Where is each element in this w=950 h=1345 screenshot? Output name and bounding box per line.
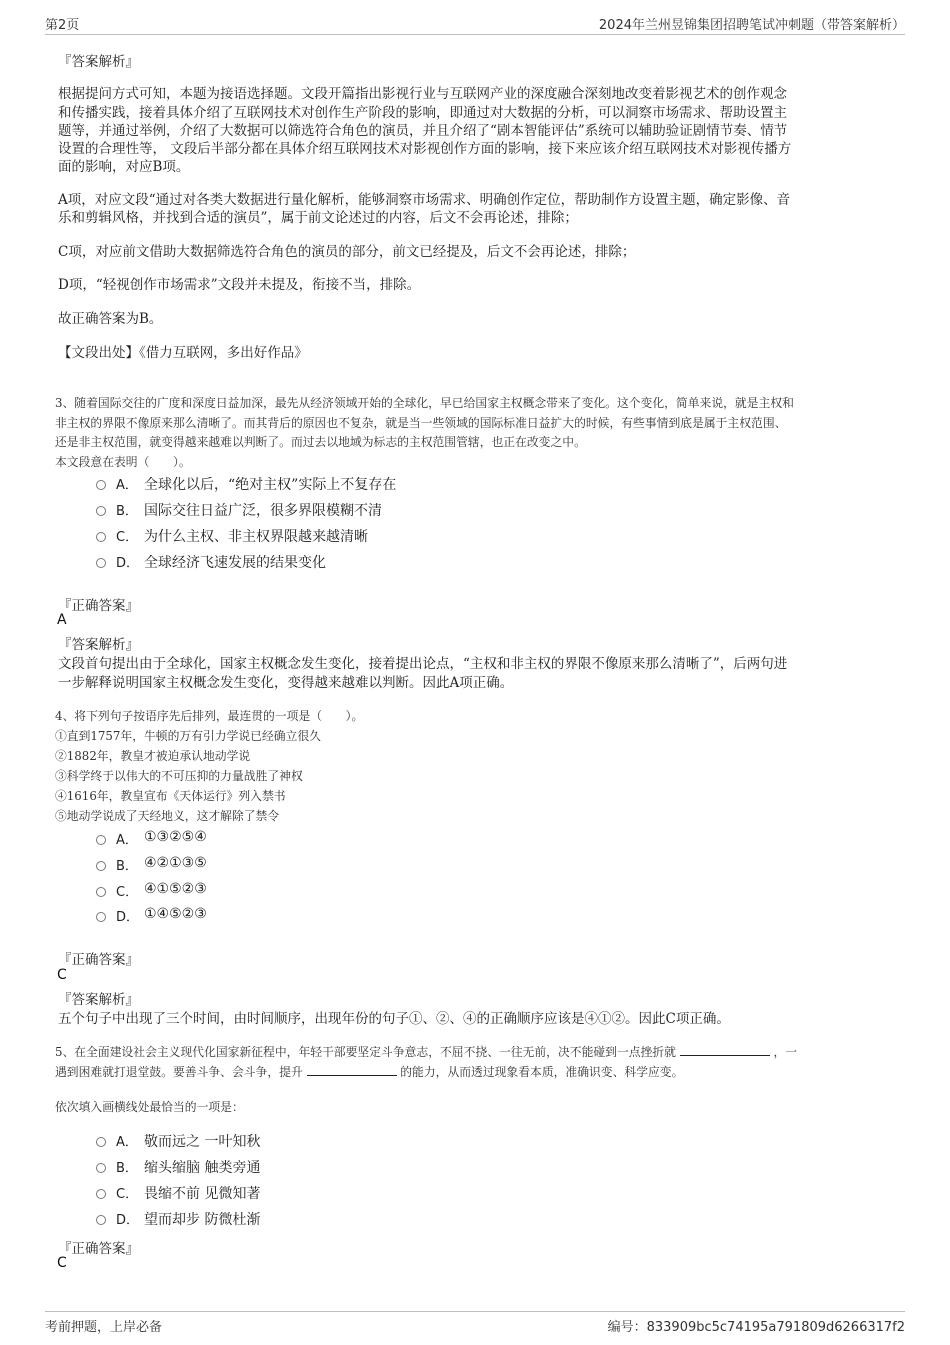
q2-conclusion: 故正确答案为B。 — [58, 311, 163, 327]
option-text: ④②①③⑤ — [144, 855, 207, 871]
footer-slogan: 考前押题，上岸必备 — [45, 1320, 163, 1335]
document-title: 2024年兰州昱锦集团招聘笔试冲刺题（带答案解析） — [598, 18, 905, 33]
radio-button[interactable] — [96, 480, 106, 490]
q4-sentence: ③科学终于以伟大的不可压抑的力量战胜了神权 — [55, 769, 303, 783]
q3-analysis-line: 一步解释说明国家主权概念发生变化，变得越来越难以判断。因此A项正确。 — [58, 675, 514, 691]
q4-sentence: ⑤地动学说成了天经地义，这才解除了禁令 — [55, 809, 280, 823]
option-text: ④①⑤②③ — [144, 881, 207, 897]
q4-analysis: 五个句子中出现了三个时间，由时间顺序，出现年份的句子①、②、④的正确顺序应该是④①②。因此C项正确。 — [58, 1011, 730, 1027]
q4-sentence: ②1882年，教皇才被迫承认地动学说 — [55, 749, 251, 763]
option-letter: D． — [116, 1213, 140, 1228]
q2-option-d-analysis: D项，“轻视创作市场需求”文段并未提及，衔接不当，排除。 — [58, 277, 421, 293]
option-letter: B． — [116, 859, 138, 874]
q2-analysis-line: 设置的合理性等， 文段后半部分都在具体介绍互联网技术对影视创作方面的影响，接下来应该介绍互联网技术对影视传播方 — [58, 141, 792, 157]
option-text: 畏缩不前 见微知著 — [144, 1186, 261, 1202]
option-letter: A． — [116, 478, 138, 493]
q5-stem-text: ，一 — [773, 1045, 798, 1059]
option-letter: A． — [116, 1135, 138, 1150]
q4-analysis-title: 『答案解析』 — [58, 992, 139, 1008]
option-text: 国际交往日益广泛，很多界限模糊不清 — [144, 503, 382, 519]
radio-button[interactable] — [96, 1163, 106, 1173]
radio-button[interactable] — [96, 835, 106, 845]
option-text: 敬而远之 一叶知秋 — [144, 1134, 261, 1150]
q2-analysis-line: 题等，并通过举例，介绍了大数据可以筛选符合角色的演员，并且介绍了“剧本智能评估”系统可以辅助验证剧情节奏、情节 — [58, 123, 788, 139]
q5-correct-title: 『正确答案』 — [58, 1241, 139, 1257]
radio-button[interactable] — [96, 887, 106, 897]
option-letter: D． — [116, 556, 140, 571]
page-header — [45, 14, 905, 35]
option-letter: B． — [116, 504, 138, 519]
q2-option-a-analysis: 乐和剪辑风格，并找到合适的演员”，属于前文论述过的内容，后文不会再论述，排除； — [58, 210, 578, 226]
q2-option-c-analysis: C项，对应前文借助大数据筛选符合角色的演员的部分，前文已经提及，后文不会再论述，排除； — [58, 244, 636, 260]
radio-button[interactable] — [96, 506, 106, 516]
document-id: 编号：833909bc5c74195a791809d6266317f2 — [607, 1320, 905, 1335]
option-letter: D． — [116, 910, 140, 925]
q5-prompt: 依次填入画横线处最恰当的一项是： — [55, 1100, 244, 1114]
page-number: 第2页 — [45, 18, 80, 33]
option-letter: C． — [116, 885, 139, 900]
q3-correct-answer: A — [57, 612, 67, 628]
option-letter: B． — [116, 1161, 138, 1176]
option-letter: A． — [116, 833, 138, 848]
q4-stem: 4、将下列句子按语序先后排列，最连贯的一项是（ ）。 — [55, 709, 364, 723]
q3-question: 本文段意在表明（ ）。 — [55, 455, 191, 469]
q3-stem-line: 还是非主权范围，就变得越来越难以判断了。而过去以地域为标志的主权范围管辖，也正在改变之中。 — [55, 435, 586, 449]
q5-stem-text: 5、在全面建设社会主义现代化国家新征程中，年轻干部要坚定斗争意志，不屈不挠、一往无前，决不能碰到一点挫折就 — [55, 1045, 676, 1059]
q2-analysis-line: 面的影响，对应B项。 — [58, 159, 190, 175]
fill-blank — [307, 1063, 397, 1076]
q2-source: 【文段出处】《借力互联网，多出好作品》 — [58, 345, 308, 361]
option-text: 望而却步 防微杜渐 — [144, 1212, 261, 1228]
radio-button[interactable] — [96, 861, 106, 871]
q3-stem-line: 3、随着国际交往的广度和深度日益加深，最先从经济领域开始的全球化，早已给国家主权概念带来了变化。这个变化，简单来说，就是主权和 — [55, 396, 794, 410]
page-footer — [45, 1311, 905, 1336]
radio-button[interactable] — [96, 1137, 106, 1147]
radio-button[interactable] — [96, 1215, 106, 1225]
fill-blank — [680, 1043, 770, 1056]
radio-button[interactable] — [96, 912, 106, 922]
q4-correct-title: 『正确答案』 — [58, 952, 139, 968]
option-text: ①④⑤②③ — [144, 906, 207, 922]
q2-option-a-analysis: A项，对应文段“通过对各类大数据进行量化解析，能够洞察市场需求、明确创作定位，帮助制作方设置主题，确定影像、音 — [58, 192, 791, 208]
q3-stem-line: 非主权的界限不像原来那么清晰了。而其背后的原因也不复杂，就是当一些领域的国际标准日益扩大的时候，有些事情到底是属于主权范围、 — [55, 416, 787, 430]
radio-button[interactable] — [96, 1189, 106, 1199]
option-text: ①③②⑤④ — [144, 829, 207, 845]
q5-stem-text: 的能力，从而透过现象看本质，准确识变、科学应变。 — [400, 1065, 684, 1079]
option-text: 全球经济飞速发展的结果变化 — [144, 555, 326, 571]
q2-analysis-line: 根据提问方式可知，本题为接语选择题。文段开篇指出影视行业与互联网产业的深度融合深刻地改变着影视艺术的创作观念 — [58, 86, 787, 102]
option-letter: C． — [116, 530, 139, 545]
option-text: 为什么主权、非主权界限越来越清晰 — [144, 529, 368, 545]
option-text: 缩头缩脑 触类旁通 — [144, 1160, 261, 1176]
option-text: 全球化以后，“绝对主权”实际上不复存在 — [144, 477, 397, 493]
q4-correct-answer: C — [57, 967, 67, 983]
q4-sentence: ①直到1757年，牛顿的万有引力学说已经确立很久 — [55, 729, 321, 743]
q3-analysis-line: 文段首句提出由于全球化，国家主权概念发生变化，接着提出论点，“主权和非主权的界限不像原来那么清晰了”，后两句进 — [58, 656, 788, 672]
q3-analysis-title: 『答案解析』 — [58, 637, 139, 653]
q5-stem-line — [55, 1043, 797, 1060]
q4-sentence: ④1616年，教皇宣布《天体运行》列入禁书 — [55, 789, 286, 803]
radio-button[interactable] — [96, 532, 106, 542]
q5-stem-line — [55, 1063, 683, 1080]
q2-analysis-line: 和传播实践，接着具体介绍了互联网技术对创作生产阶段的影响，即通过对大数据的分析，可以洞察市场需求、帮助设置主 — [58, 105, 787, 121]
q3-correct-title: 『正确答案』 — [58, 598, 139, 614]
option-letter: C． — [116, 1187, 139, 1202]
q5-stem-text: 遇到困难就打退堂鼓。要善斗争、会斗争，提升 — [55, 1065, 303, 1079]
q5-correct-answer: C — [57, 1255, 67, 1271]
radio-button[interactable] — [96, 558, 106, 568]
q2-analysis-title: 『答案解析』 — [58, 54, 139, 70]
